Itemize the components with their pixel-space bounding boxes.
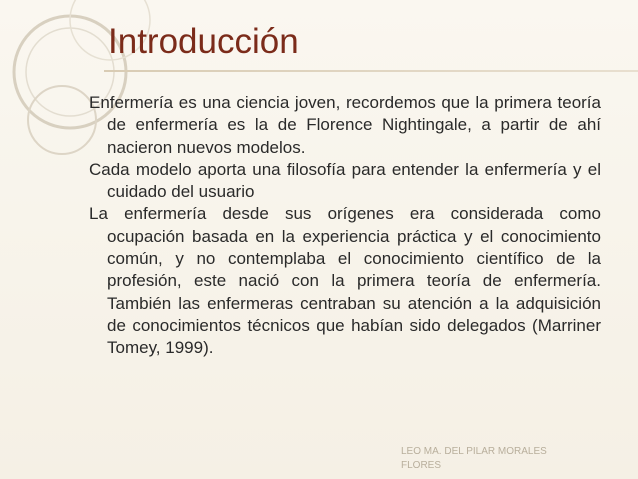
paragraph-1: Enfermería es una ciencia joven, recordemos que la primera teoría de enfermería es la de Florence Nightingale, a partir de ahí nacieron nuevos modelos.	[89, 93, 601, 157]
slide-title: Introducción	[108, 22, 299, 61]
author-footer: LEO MA. DEL PILAR MORALES FLORES	[401, 446, 547, 471]
slide-body	[89, 92, 601, 360]
paragraph-2: Cada modelo aporta una filosofía para entender la enfermería y el cuidado del usuario	[89, 159, 601, 202]
title-divider	[104, 70, 638, 72]
paragraph-3: La enfermería desde sus orígenes era considerada como ocupación basada en la experiencia práctica y el conocimiento común, y no contemplaba el conocimiento científico de la profesión, este nació con la primera teoría de enfermería. También las enfermeras centraban su atención a la adquisición de conocimientos técnicos que habían sido delegados (Marriner Tomey, 1999).	[89, 204, 601, 358]
